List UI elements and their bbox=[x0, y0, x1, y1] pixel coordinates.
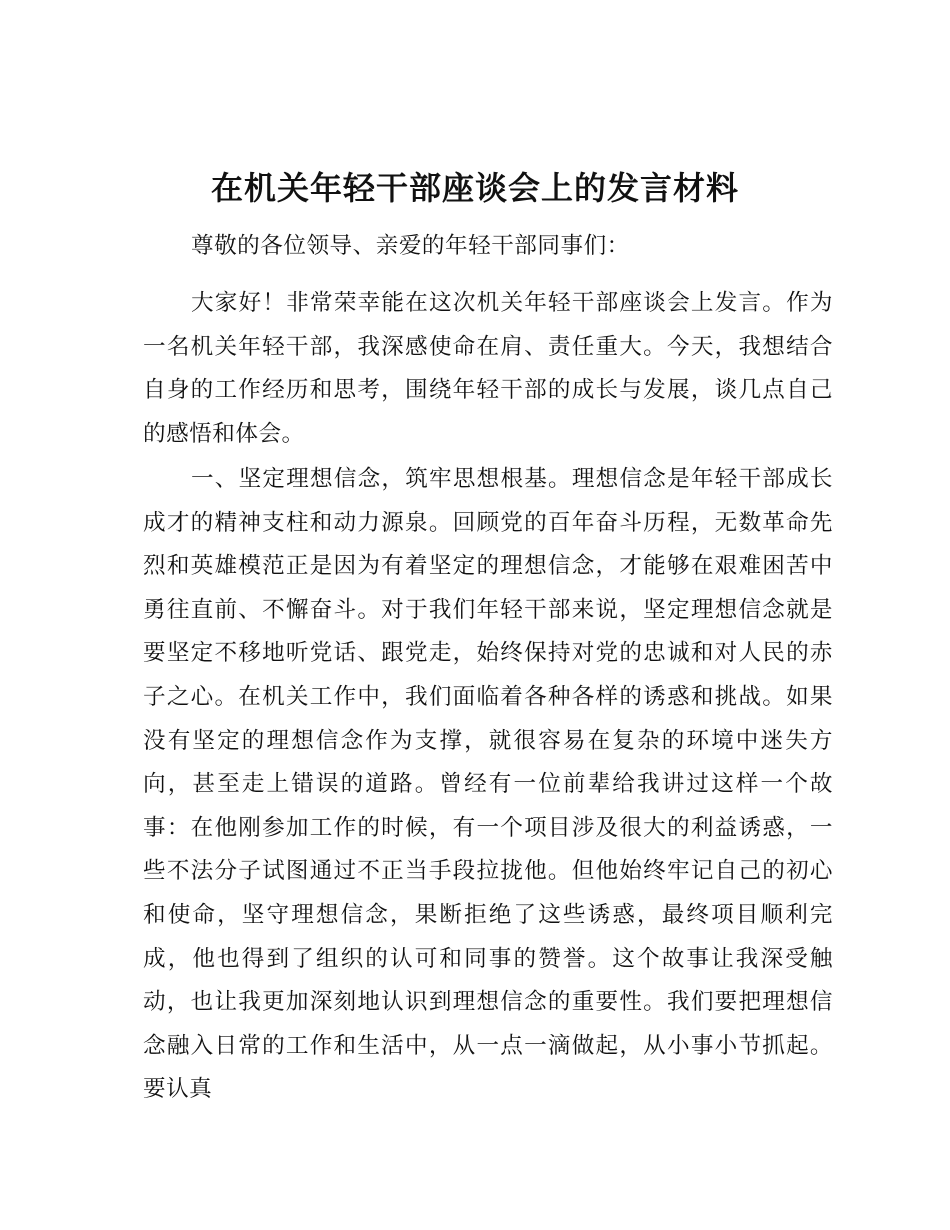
intro-paragraph: 大家好！非常荣幸能在这次机关年轻干部座谈会上发言。作为一名机关年轻干部，我深感使命在肩、责任重大。今天，我想结合自身的工作经历和思考，围绕年轻干部的成长与发展，谈几点自己的感悟和体会。 bbox=[143, 290, 833, 447]
section-one-paragraph: 一、坚定理想信念，筑牢思想根基。理想信念是年轻干部成长成才的精神支柱和动力源泉。回顾党的百年奋斗历程，无数革命先烈和英雄模范正是因为有着坚定的理想信念，才能够在艰难困苦中勇往直前、不懈奋斗。对于我们年轻干部来说，坚定理想信念就是要坚定不移地听党话、跟党走，始终保持对党的忠诚和对人民的赤子之心。在机关工作中，我们面临着各种各样的诱惑和挑战。如果没有坚定的理想信念作为支撑，就很容易在复杂的环境中迷失方向，甚至走上错误的道路。曾经有一位前辈给我讲过这样一个故事：在他刚参加工作的时候，有一个项目涉及很大的利益诱惑，一些不法分子试图通过不正当手段拉拢他。但他始终牢记自己的初心和使命，坚守理想信念，果断拒绝了这些诱惑，最终项目顺利完成，他也得到了组织的认可和同事的赞誉。这个故事让我深受触动，也让我更加深刻地认识到理想信念的重要性。我们要把理想信念融入日常的工作和生活中，从一点一滴做起，从小事小节抓起。要认真 bbox=[143, 466, 833, 1103]
document-title: 在机关年轻干部座谈会上的发言材料 bbox=[210, 169, 739, 207]
greeting-paragraph: 尊敬的各位领导、亲爱的年轻干部同事们： bbox=[191, 233, 630, 259]
